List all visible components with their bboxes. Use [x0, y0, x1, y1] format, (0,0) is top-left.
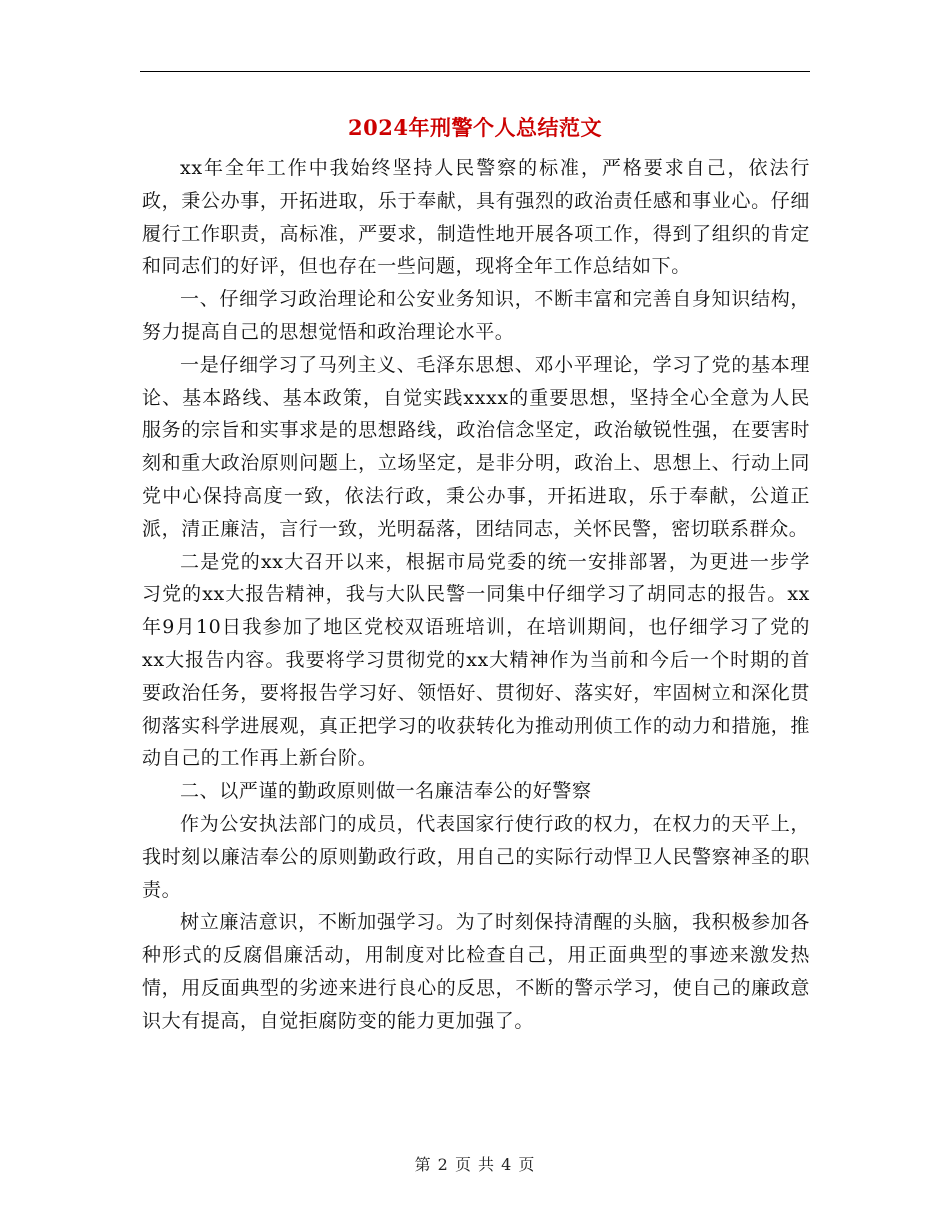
section-heading: 二、以严谨的勤政原则做一名廉洁奉公的好警察 — [180, 780, 592, 803]
header-rule — [140, 71, 810, 72]
paragraph: 作为公安执法部门的成员，代表国家行使行政的权力，在权力的天平上，我时刻以廉洁奉公的原则勤政行政，用自己的实际行动悍卫人民警察神圣的职责。 — [142, 812, 810, 901]
paragraph: 一是仔细学习了马列主义、毛泽东思想、邓小平理论，学习了党的基本理论、基本路线、基本政策，自觉实践xxxx的重要思想，坚持全心全意为人民服务的宗旨和实事求是的思想路线，政治信念坚定，政治敏锐性强，在要害时刻和重大政治原则问题上，立场坚定，是非分明，政治上、思想上、行动上同党中心保持高度一致，依法行政，秉公办事，开拓进取，乐于奉献，公道正派，清正廉洁，言行一致，光明磊落，团结同志，关怀民警，密切联系群众。 — [142, 353, 810, 540]
document-body — [142, 152, 810, 1038]
paragraph: xx年全年工作中我始终坚持人民警察的标准，严格要求自己，依法行政，秉公办事，开拓进取，乐于奉献，具有强烈的政治责任感和事业心。仔细履行工作职责，高标准，严要求，制造性地开展各项工作，得到了组织的肯定和同志们的好评，但也存在一些问题，现将全年工作总结如下。 — [142, 157, 810, 278]
page-number: 第 2 页 共 4 页 — [414, 1155, 536, 1174]
paragraph: 二是党的xx大召开以来，根据市局党委的统一安排部署，为更进一步学习党的xx大报告精神，我与大队民警一同集中仔细学习了胡同志的报告。xx年9月10日我参加了地区党校双语班培训，在培训期间，也仔细学习了党的xx大报告内容。我要将学习贯彻党的xx大精神作为当前和今后一个时期的首要政治任务，要将报告学习好、领悟好、贯彻好、落实好，牢固树立和深化贯彻落实科学进展观，真正把学习的收获转化为推动刑侦工作的动力和措施，推动自己的工作再上新台阶。 — [142, 550, 810, 770]
document-title: 2024年刑警个人总结范文 — [348, 115, 602, 140]
paragraph: 树立廉洁意识，不断加强学习。为了时刻保持清醒的头脑，我积极参加各种形式的反腐倡廉活动，用制度对比检查自己，用正面典型的事迹来激发热情，用反面典型的劣迹来进行良心的反思，不断的警示学习，使自己的廉政意识大有提高，自觉拒腐防变的能力更加强了。 — [142, 911, 810, 1032]
section-heading: 一、仔细学习政治理论和公安业务知识，不断丰富和完善自身知识结构，努力提高自己的思想觉悟和政治理论水平。 — [142, 288, 810, 343]
